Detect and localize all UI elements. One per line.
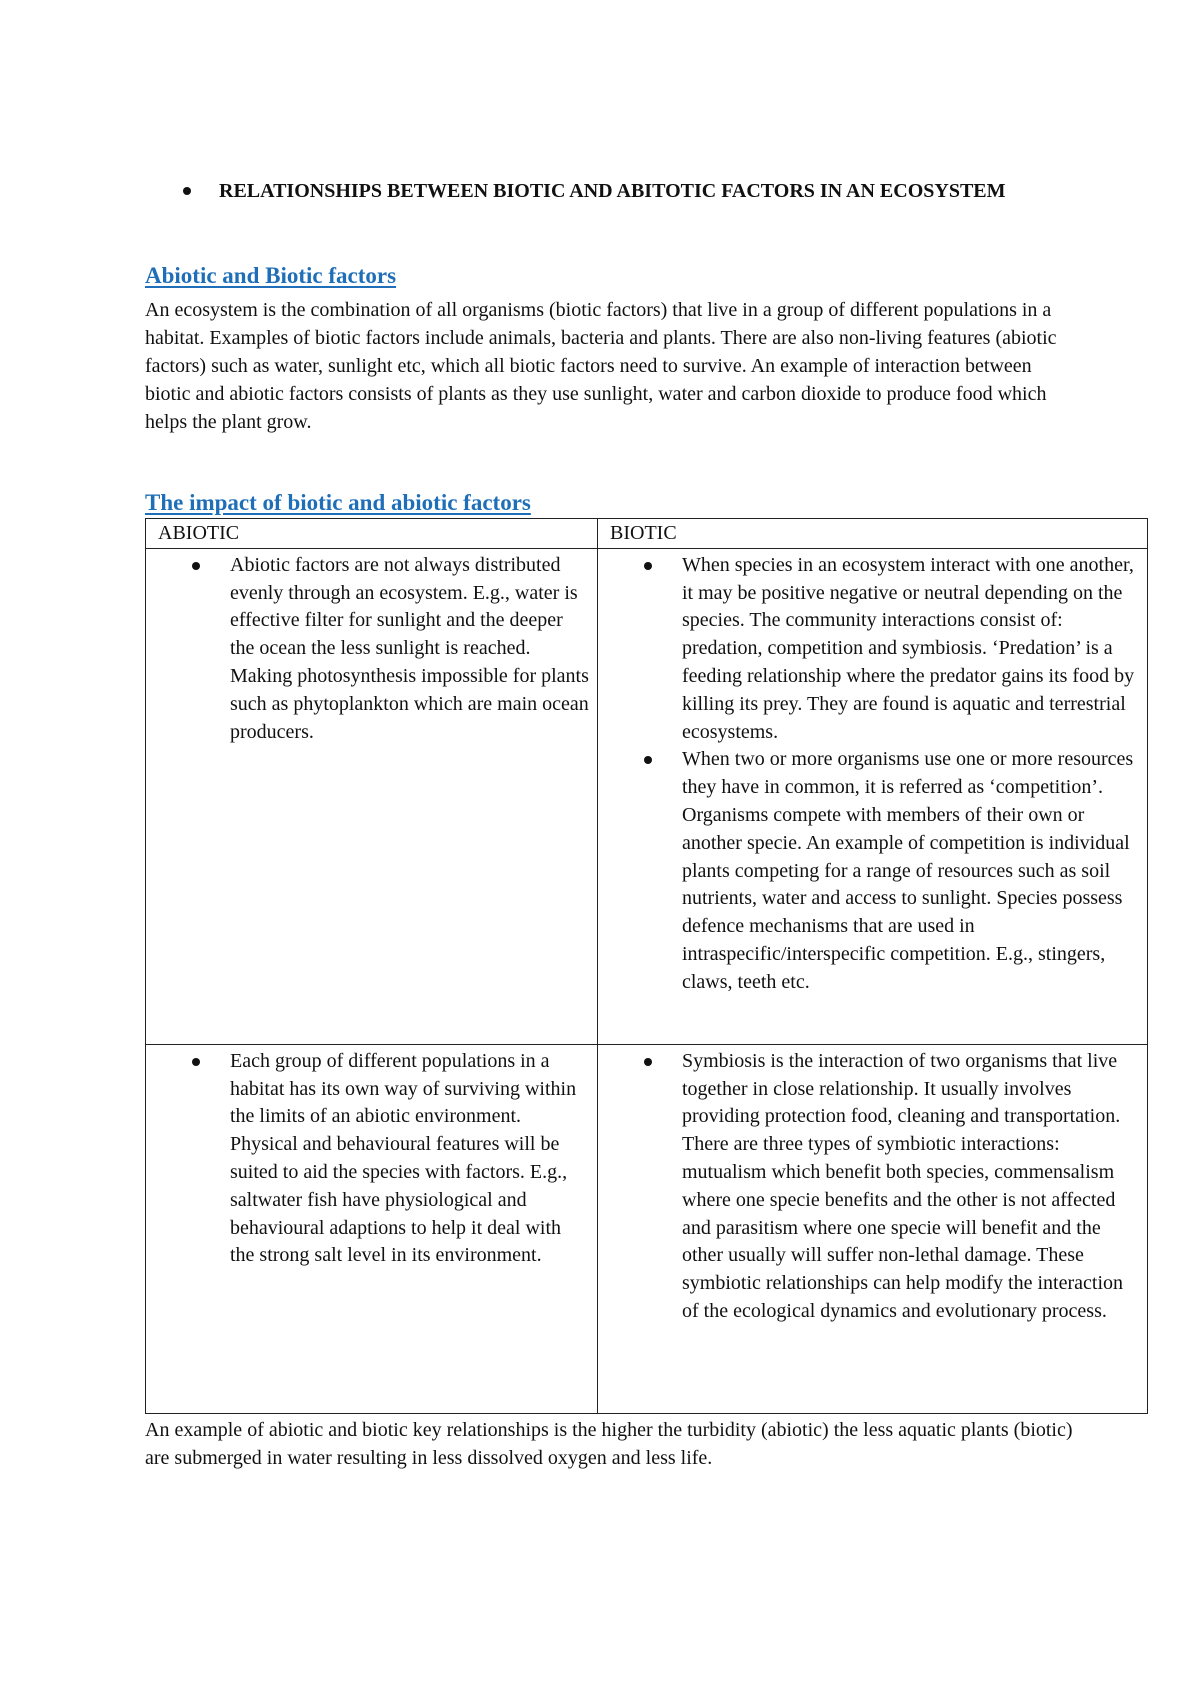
list-item: When species in an ecosystem interact with one another, it may be positive negative or neutral depending on the species. The community interactions consist of: predation, competition and symbiosis. ‘Predation’ is a feeding relationship where the predator gains its food by killing its prey. They are found is aquatic and terrestrial ecosystems. [598,552,1139,747]
bullet-icon [644,756,652,764]
table-row [146,1044,1148,1413]
factors-table [145,518,1148,1414]
biotic-cell [598,548,1148,1044]
abiotic-cell [146,1044,598,1413]
intro-paragraph: An ecosystem is the combination of all organisms (biotic factors) that live in a group of different populations in a habitat. Examples of biotic factors include animals, bacteria and plants. There are also non-living features (abiotic factors) such as water, sunlight etc, which all biotic factors need to survive. An example of interaction between biotic and abiotic factors consists of plants as they use sunlight, water and carbon dioxide to produce food which helps the plant grow. [145,299,1057,433]
header-abiotic: ABIOTIC [146,519,598,549]
section-heading-abiotic-biotic: Abiotic and Biotic factors [145,263,397,288]
list-item: Each group of different populations in a habitat has its own way of surviving within the limits of an abiotic environment. Physical and behavioural features will be suited to aid the species with factors. E.g., saltwater fish have physiological and behavioural adaptions to help it deal with the strong salt level in its environment. [146,1048,589,1270]
biotic-cell [598,1044,1148,1413]
bullet-icon [183,187,191,195]
list-item: When two or more organisms use one or more resources they have in common, it is referred as ‘competition’. Organisms compete with members of their own or another specie. An example of competition is individual plants competing for a range of resources such as soil nutrients, water and access to sunlight. Species possess defence mechanisms that are used in intraspecific/interspecific competition. E.g., stingers, claws, teeth etc. [598,746,1139,996]
table-row [146,548,1148,1044]
bullet-icon [644,1058,652,1066]
list-item: Symbiosis is the interaction of two organisms that live together in close relationship. It usually involves providing protection food, cleaning and transportation. There are three types of symbiotic interactions: mutualism which benefit both species, commensalism where one specie benefits and the other is not affected and parasitism where one specie will benefit and the other usually will suffer non-lethal damage. These symbiotic relationships can help modify the interaction of the ecological dynamics and evolutionary process. [598,1048,1139,1326]
bullet-icon [644,562,652,570]
main-heading-item [183,177,1049,205]
main-heading: RELATIONSHIPS BETWEEN BIOTIC AND ABITOTIC FACTORS IN AN ECOSYSTEM [219,180,1006,202]
header-biotic: BIOTIC [598,519,1148,549]
table-header-row [146,519,1148,549]
bullet-icon [192,562,200,570]
abiotic-cell [146,548,598,1044]
closing-paragraph: An example of abiotic and biotic key relationships is the higher the turbidity (abiotic) the less aquatic plants (biotic) are submerged in water resulting in less dissolved oxygen and less life. [145,1419,1073,1469]
bullet-icon [192,1058,200,1066]
section-heading-impact: The impact of biotic and abiotic factors [145,490,531,515]
list-item: Abiotic factors are not always distributed evenly through an ecosystem. E.g., water is effective filter for sunlight and the deeper the ocean the less sunlight is reached. Making photosynthesis impossible for plants such as phytoplankton which are main ocean producers. [146,552,589,747]
